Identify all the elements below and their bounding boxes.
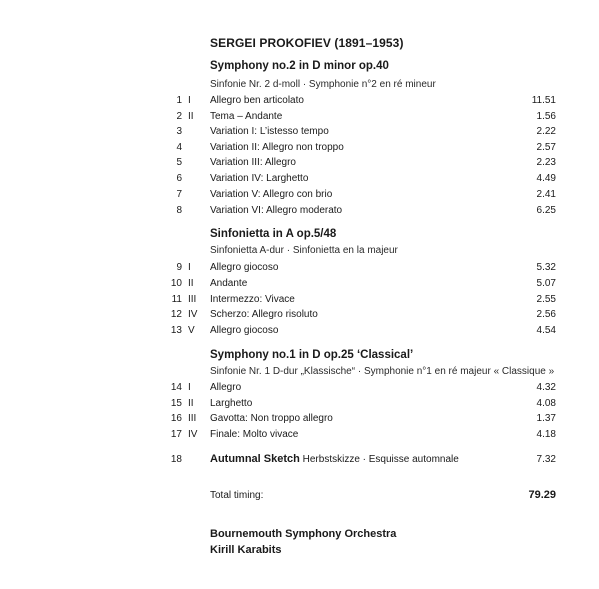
track-number: 12 (170, 309, 182, 320)
track-duration: 5.32 (536, 262, 556, 273)
track-name: Tema – Andante (210, 111, 283, 122)
track-name: Finale: Molto vivace (210, 429, 299, 440)
track-row (0, 307, 599, 322)
track-name: Variation I: L’istesso tempo (210, 126, 329, 137)
work-title: Sinfonietta in A op.5/48 (210, 228, 337, 240)
movement-number: I (188, 382, 191, 393)
track-row (0, 187, 599, 202)
track-duration: 2.41 (536, 189, 556, 200)
track-duration: 4.49 (536, 173, 556, 184)
track-number: 9 (176, 262, 182, 273)
movement-number: II (188, 111, 194, 122)
track-number: 4 (176, 142, 182, 153)
track-duration: 1.56 (536, 111, 556, 122)
track-duration: 4.54 (536, 325, 556, 336)
movement-number: I (188, 262, 191, 273)
movement-number: II (188, 278, 194, 289)
track-number: 1 (176, 95, 182, 106)
track-row (0, 155, 599, 170)
track-duration: 11.51 (531, 95, 556, 106)
total-timing-label: Total timing: (210, 490, 264, 501)
track-name (210, 452, 459, 467)
track-number: 7 (176, 189, 182, 200)
track-name: Larghetto (210, 398, 253, 409)
track-row (0, 93, 599, 108)
track-number: 6 (176, 173, 182, 184)
track-number: 15 (170, 398, 182, 409)
track-duration: 2.55 (536, 294, 556, 305)
track-number: 18 (170, 454, 182, 465)
track-number: 5 (176, 157, 182, 168)
track-number: 14 (170, 382, 182, 393)
track-duration: 2.56 (536, 309, 556, 320)
composer-heading: SERGEI PROKOFIEV (1891–1953) (210, 36, 404, 50)
track-row (0, 380, 599, 395)
track-number: 2 (176, 111, 182, 122)
single-track-subtitle: Herbstskizze · Esquisse automnale (302, 454, 459, 465)
track-name: Variation III: Allegro (210, 157, 296, 168)
total-timing-value: 79.29 (528, 489, 556, 501)
movement-number: II (188, 398, 194, 409)
track-row (0, 323, 599, 338)
track-name: Allegro giocoso (210, 325, 279, 336)
single-track-title: Autumnal Sketch (210, 453, 300, 465)
track-row (0, 203, 599, 218)
track-duration: 1.37 (536, 413, 556, 424)
track-name: Variation II: Allegro non troppo (210, 142, 344, 153)
track-name: Scherzo: Allegro risoluto (210, 309, 318, 320)
track-row (0, 124, 599, 139)
track-number: 13 (170, 325, 182, 336)
track-name: Variation VI: Allegro moderato (210, 205, 343, 216)
track-number: 8 (176, 205, 182, 216)
track-row (0, 171, 599, 186)
track-duration: 2.57 (536, 142, 556, 153)
movement-number: IV (188, 309, 198, 320)
track-name: Variation V: Allegro con brio (210, 189, 333, 200)
track-row (0, 140, 599, 155)
track-number: 10 (170, 278, 182, 289)
track-duration: 6.25 (536, 205, 556, 216)
track-name: Allegro ben articolato (210, 95, 304, 106)
track-name: Intermezzo: Vivace (210, 294, 295, 305)
movement-number: III (188, 294, 197, 305)
track-row (0, 276, 599, 291)
work-subtitle: Sinfonietta A-dur · Sinfonietta en la majeur (210, 245, 398, 256)
track-number: 17 (170, 429, 182, 440)
track-row (0, 109, 599, 124)
track-row (0, 260, 599, 275)
track-name: Variation IV: Larghetto (210, 173, 309, 184)
track-duration: 4.08 (536, 398, 556, 409)
performer-orchestra: Bournemouth Symphony Orchestra (210, 528, 397, 540)
work-subtitle: Sinfonie Nr. 1 D-dur „Klassische“ · Symphonie n°1 en ré majeur « Classique » (210, 366, 555, 377)
track-duration: 2.23 (536, 157, 556, 168)
performer-conductor: Kirill Karabits (210, 544, 282, 556)
work-title: Symphony no.1 in D op.25 ‘Classical’ (210, 349, 414, 361)
track-row (0, 292, 599, 307)
track-name: Gavotta: Non troppo allegro (210, 413, 333, 424)
track-name: Allegro giocoso (210, 262, 279, 273)
track-row (0, 411, 599, 426)
track-row (0, 427, 599, 442)
track-duration: 4.18 (536, 429, 556, 440)
track-number: 11 (171, 294, 182, 305)
movement-number: IV (188, 429, 198, 440)
movement-number: III (188, 413, 197, 424)
total-timing-row (0, 488, 599, 503)
track-row (0, 396, 599, 411)
single-track-row (0, 452, 599, 467)
track-duration: 4.32 (536, 382, 556, 393)
track-duration: 5.07 (536, 278, 556, 289)
track-name: Andante (210, 278, 248, 289)
movement-number: V (188, 325, 195, 336)
track-duration: 2.22 (536, 126, 556, 137)
track-duration: 7.32 (536, 454, 556, 465)
track-number: 3 (176, 126, 182, 137)
track-number: 16 (170, 413, 182, 424)
track-name: Allegro (210, 382, 242, 393)
work-subtitle: Sinfonie Nr. 2 d-moll · Symphonie n°2 en ré mineur (210, 79, 436, 90)
work-title: Symphony no.2 in D minor op.40 (210, 60, 389, 72)
movement-number: I (188, 95, 191, 106)
